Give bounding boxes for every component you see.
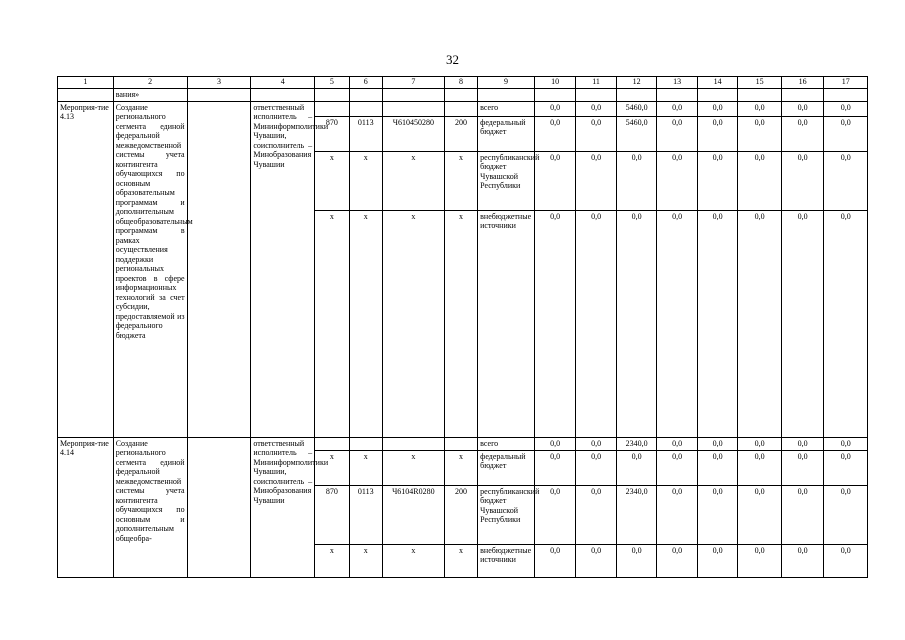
code-section: x — [349, 544, 382, 577]
code-grbs: x — [315, 151, 349, 210]
value-cell: 0,0 — [781, 485, 824, 544]
code-expense-group: x — [444, 151, 477, 210]
value-cell: 0,0 — [616, 544, 657, 577]
code-target-article: x — [382, 210, 444, 437]
value-cell: 2340,0 — [616, 437, 657, 450]
continuation-row — [58, 89, 868, 102]
value-cell: 0,0 — [824, 485, 868, 544]
code-target-article: x — [382, 544, 444, 577]
code-expense-group: x — [444, 210, 477, 437]
value-cell: 0,0 — [657, 437, 698, 450]
code-section: 0113 — [349, 116, 382, 151]
value-cell: 0,0 — [697, 116, 738, 151]
funding-source: внебюджетные источники — [478, 544, 535, 577]
value-cell: 0,0 — [697, 210, 738, 437]
value-cell: 0,0 — [576, 544, 617, 577]
code-grbs — [315, 437, 349, 450]
header-cell: 6 — [349, 77, 382, 89]
header-row — [58, 77, 868, 89]
value-cell: 0,0 — [576, 151, 617, 210]
header-cell: 13 — [657, 77, 698, 89]
header-cell: 2 — [113, 77, 187, 89]
header-cell: 15 — [738, 77, 782, 89]
value-cell: 0,0 — [534, 116, 576, 151]
table-cell — [315, 89, 349, 102]
value-cell: 5460,0 — [616, 116, 657, 151]
value-cell: 0,0 — [824, 450, 868, 485]
table-row — [58, 101, 868, 116]
header-cell: 1 — [58, 77, 114, 89]
value-cell: 0,0 — [824, 437, 868, 450]
funding-source: республиканский бюджет Чувашской Республики — [478, 151, 535, 210]
code-target-article: Ч610450280 — [382, 116, 444, 151]
value-cell: 0,0 — [697, 151, 738, 210]
header-cell: 4 — [251, 77, 315, 89]
table-cell — [697, 89, 738, 102]
value-cell: 0,0 — [781, 450, 824, 485]
header-cell: 9 — [478, 77, 535, 89]
value-cell: 0,0 — [534, 210, 576, 437]
table-cell — [576, 89, 617, 102]
header-cell: 12 — [616, 77, 657, 89]
code-section: x — [349, 450, 382, 485]
value-cell: 0,0 — [738, 210, 782, 437]
value-cell: 0,0 — [576, 101, 617, 116]
table-cell — [58, 89, 114, 102]
code-target-article: Ч6104R0280 — [382, 485, 444, 544]
value-cell: 0,0 — [697, 450, 738, 485]
empty-cell — [187, 101, 251, 437]
table-cell — [382, 89, 444, 102]
value-cell: 0,0 — [534, 151, 576, 210]
code-section: x — [349, 210, 382, 437]
code-target-article: x — [382, 450, 444, 485]
header-cell: 10 — [534, 77, 576, 89]
value-cell: 0,0 — [738, 485, 782, 544]
value-cell: 0,0 — [576, 116, 617, 151]
code-grbs: x — [315, 544, 349, 577]
value-cell: 0,0 — [657, 544, 698, 577]
value-cell: 0,0 — [781, 101, 824, 116]
table-cell — [349, 89, 382, 102]
value-cell: 0,0 — [697, 101, 738, 116]
table-cell — [534, 89, 576, 102]
code-target-article — [382, 101, 444, 116]
code-expense-group: x — [444, 544, 477, 577]
measure-description: Создание регионального сегмента единой федеральной межведомственной системы учета контингента обучающихся по основным и дополнительным общеобра- — [113, 437, 187, 577]
header-cell: 3 — [187, 77, 251, 89]
continuation-text: вания» — [113, 89, 187, 102]
value-cell: 0,0 — [576, 485, 617, 544]
value-cell: 0,0 — [534, 485, 576, 544]
responsible-executor: ответственный исполнитель – Мининформполитики Чувашии, соисполнитель – Минобразования Чувашии — [251, 101, 315, 437]
code-grbs: x — [315, 450, 349, 485]
header-cell: 16 — [781, 77, 824, 89]
empty-cell — [187, 437, 251, 577]
value-cell: 5460,0 — [616, 101, 657, 116]
responsible-executor: ответственный исполнитель – Мининформполитики Чувашии, соисполнитель – Минобразования Чувашии — [251, 437, 315, 577]
funding-source: всего — [478, 101, 535, 116]
table-cell — [657, 89, 698, 102]
value-cell: 0,0 — [824, 210, 868, 437]
value-cell: 0,0 — [824, 101, 868, 116]
code-grbs: 870 — [315, 485, 349, 544]
code-expense-group — [444, 437, 477, 450]
budget-table — [57, 76, 868, 578]
measure-label: Мероприя-тие 4.13 — [58, 101, 114, 437]
code-target-article — [382, 437, 444, 450]
funding-source: федеральный бюджет — [478, 450, 535, 485]
value-cell: 0,0 — [738, 544, 782, 577]
value-cell: 0,0 — [738, 116, 782, 151]
value-cell: 0,0 — [697, 544, 738, 577]
funding-source: республиканский бюджет Чувашской Республики — [478, 485, 535, 544]
code-section — [349, 101, 382, 116]
value-cell: 0,0 — [576, 210, 617, 437]
header-cell: 7 — [382, 77, 444, 89]
value-cell: 0,0 — [657, 101, 698, 116]
value-cell: 0,0 — [657, 151, 698, 210]
value-cell: 0,0 — [781, 437, 824, 450]
code-target-article: x — [382, 151, 444, 210]
value-cell: 0,0 — [824, 151, 868, 210]
funding-source: федеральный бюджет — [478, 116, 535, 151]
code-section — [349, 437, 382, 450]
value-cell: 0,0 — [781, 544, 824, 577]
value-cell: 0,0 — [738, 450, 782, 485]
code-section: x — [349, 151, 382, 210]
code-expense-group: 200 — [444, 485, 477, 544]
table-cell — [616, 89, 657, 102]
table-cell — [444, 89, 477, 102]
value-cell: 0,0 — [781, 151, 824, 210]
value-cell: 0,0 — [697, 437, 738, 450]
header-cell: 11 — [576, 77, 617, 89]
value-cell: 0,0 — [824, 544, 868, 577]
value-cell: 0,0 — [534, 437, 576, 450]
code-expense-group — [444, 101, 477, 116]
value-cell: 0,0 — [781, 210, 824, 437]
measure-description: Создание регионального сегмента единой федеральной межведомственной системы учета контингента обучающихся по основным образовательным программам и дополнительным общеобразовательным программам в рамках осуществления поддержки региональных проектов в сфере информационных технологий за счет субсидии, предоставляемой из федерального бюджета — [113, 101, 187, 437]
table-row — [58, 437, 868, 450]
value-cell: 0,0 — [576, 437, 617, 450]
value-cell: 0,0 — [576, 450, 617, 485]
value-cell: 0,0 — [657, 485, 698, 544]
value-cell: 0,0 — [781, 116, 824, 151]
value-cell: 0,0 — [534, 544, 576, 577]
code-expense-group: 200 — [444, 116, 477, 151]
funding-source: всего — [478, 437, 535, 450]
table-cell — [187, 89, 251, 102]
header-cell: 8 — [444, 77, 477, 89]
header-cell: 5 — [315, 77, 349, 89]
code-grbs: 870 — [315, 116, 349, 151]
value-cell: 0,0 — [738, 151, 782, 210]
table-cell — [251, 89, 315, 102]
value-cell: 0,0 — [534, 101, 576, 116]
value-cell: 0,0 — [657, 450, 698, 485]
value-cell: 2340,0 — [616, 485, 657, 544]
code-section: 0113 — [349, 485, 382, 544]
code-grbs — [315, 101, 349, 116]
value-cell: 0,0 — [657, 116, 698, 151]
value-cell: 0,0 — [616, 450, 657, 485]
table-cell — [781, 89, 824, 102]
value-cell: 0,0 — [616, 210, 657, 437]
code-grbs: x — [315, 210, 349, 437]
header-cell: 14 — [697, 77, 738, 89]
value-cell: 0,0 — [824, 116, 868, 151]
header-cell: 17 — [824, 77, 868, 89]
page-number: 32 — [446, 52, 459, 67]
table-cell — [824, 89, 868, 102]
value-cell: 0,0 — [738, 437, 782, 450]
measure-label: Мероприя-тие 4.14 — [58, 437, 114, 577]
table-cell — [478, 89, 535, 102]
funding-source: внебюджетные источники — [478, 210, 535, 437]
code-expense-group: x — [444, 450, 477, 485]
value-cell: 0,0 — [616, 151, 657, 210]
value-cell: 0,0 — [738, 101, 782, 116]
value-cell: 0,0 — [657, 210, 698, 437]
value-cell: 0,0 — [697, 485, 738, 544]
table-cell — [738, 89, 782, 102]
value-cell: 0,0 — [534, 450, 576, 485]
